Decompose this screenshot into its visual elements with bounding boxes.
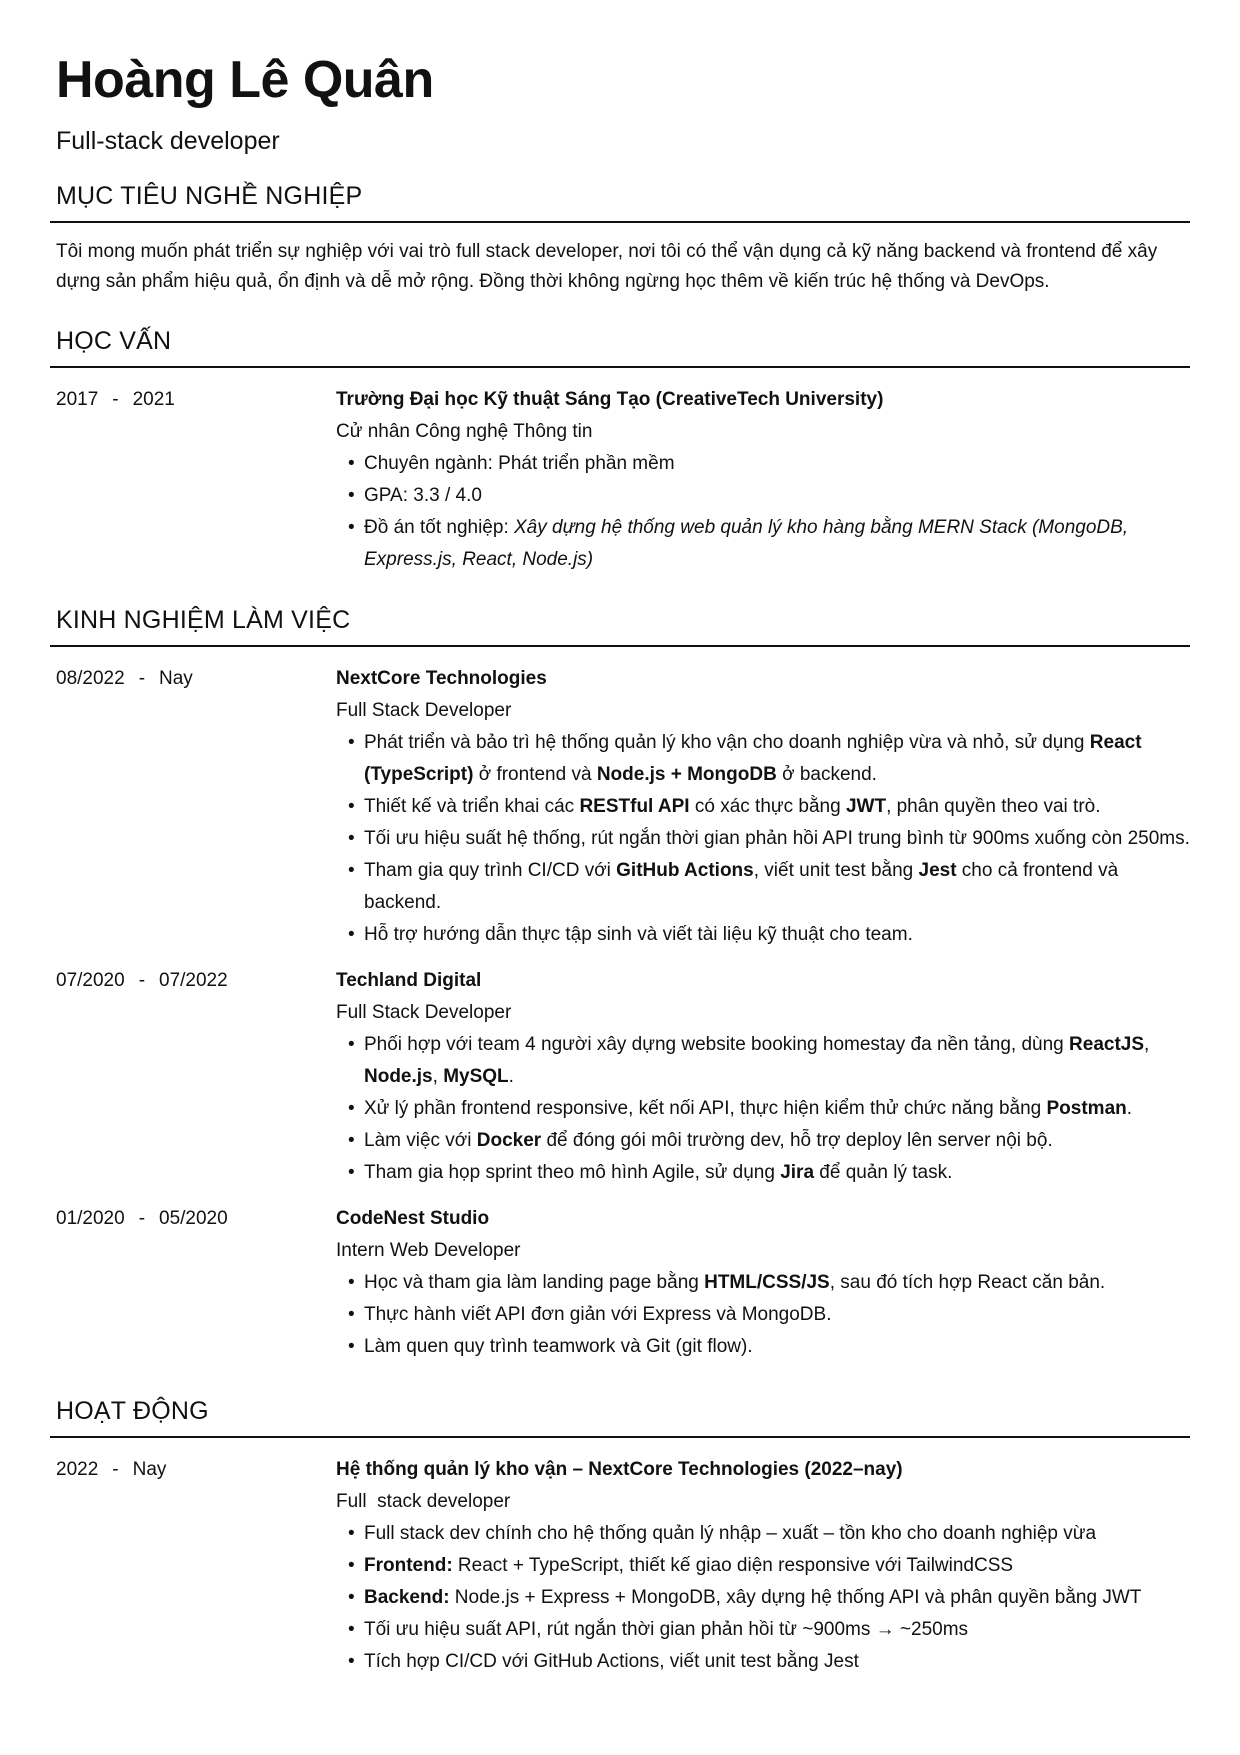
bullet-text: , viết unit test bằng bbox=[753, 860, 919, 881]
date-start: 2022 bbox=[56, 1459, 99, 1480]
bullet-keyword: Frontend: bbox=[364, 1555, 453, 1576]
school-name: Trường Đại học Kỹ thuật Sáng Tạo (CreativeTech University) bbox=[336, 389, 884, 410]
date-end: 2021 bbox=[132, 389, 175, 410]
list-item bbox=[364, 727, 1190, 791]
experience-bullets bbox=[336, 727, 1190, 951]
bullet-keyword: Backend: bbox=[364, 1587, 450, 1608]
section-title-activities: HOẠT ĐỘNG bbox=[56, 1397, 209, 1425]
experience-section bbox=[50, 606, 1190, 1363]
entry-content bbox=[336, 1454, 1190, 1678]
job-title: Full Stack Developer bbox=[336, 700, 512, 721]
bullet-keyword: Node.js bbox=[364, 1066, 433, 1087]
entry-content bbox=[336, 1203, 1190, 1363]
list-item: • Tối ưu hiệu suất API, rút ngắn thời gian phản hồi từ ~900ms → ~250ms bbox=[364, 1614, 1190, 1646]
bullet-text: , phân quyền theo vai trò. bbox=[886, 796, 1101, 817]
bullet-text: có xác thực bằng bbox=[689, 796, 846, 817]
date-separator: - bbox=[138, 970, 146, 991]
list-item bbox=[364, 1125, 1190, 1157]
list-item: • Tối ưu hiệu suất hệ thống, rút ngắn thời gian phản hồi API trung bình từ 900ms xuống còn 250ms. bbox=[364, 823, 1190, 855]
candidate-role: Full-stack developer bbox=[56, 127, 280, 155]
bullet-keyword: React (TypeScript) bbox=[364, 732, 1142, 785]
experience-entry-codenest bbox=[50, 1203, 1190, 1363]
list-item bbox=[364, 855, 1190, 919]
bullet-text: Thiết kế và triển khai các bbox=[364, 796, 580, 817]
bullet-keyword: Postman bbox=[1046, 1098, 1127, 1119]
date-start: 08/2022 bbox=[56, 668, 125, 689]
project-name: Hệ thống quản lý kho vận – NextCore Technologies (2022–nay) bbox=[336, 1459, 903, 1480]
list-item bbox=[364, 1550, 1190, 1582]
date-end: Nay bbox=[132, 1459, 167, 1480]
degree: Cử nhân Công nghệ Thông tin bbox=[336, 421, 593, 442]
list-item: • Thực hành viết API đơn giản với Express và MongoDB. bbox=[364, 1299, 1190, 1331]
list-item bbox=[364, 512, 1190, 576]
date-separator: - bbox=[138, 1208, 146, 1229]
activity-entry bbox=[50, 1454, 1190, 1678]
entry-dates bbox=[50, 1203, 336, 1363]
bullet-text: Phối hợp với team 4 người xây dựng website booking homestay đa nền tảng, dùng bbox=[364, 1034, 1070, 1055]
section-divider bbox=[50, 366, 1190, 368]
bullet-text: ở frontend và bbox=[473, 764, 597, 785]
bullet-text: Tham gia quy trình CI/CD với bbox=[364, 860, 617, 881]
date-separator: - bbox=[138, 668, 146, 689]
job-title: Intern Web Developer bbox=[336, 1240, 521, 1261]
bullet-keyword: Node.js + MongoDB bbox=[596, 764, 777, 785]
bullet-text: React + TypeScript, thiết kế giao diện responsive với TailwindCSS bbox=[452, 1555, 1014, 1576]
list-item: • Full stack dev chính cho hệ thống quản lý nhập – xuất – tồn kho cho doanh nghiệp vừa bbox=[364, 1518, 1190, 1550]
list-item bbox=[364, 1157, 1190, 1189]
section-title-education: HỌC VẤN bbox=[56, 327, 172, 355]
entry-dates bbox=[50, 1454, 336, 1678]
bullet-text: để đóng gói môi trường dev, hỗ trợ deploy lên server nội bộ. bbox=[541, 1130, 1053, 1151]
project-role: Full stack developer bbox=[336, 1491, 511, 1512]
date-start: 01/2020 bbox=[56, 1208, 125, 1229]
bullet-keyword: MySQL bbox=[443, 1066, 509, 1087]
section-divider bbox=[50, 221, 1190, 223]
bullet-text: Làm việc với bbox=[364, 1130, 477, 1151]
list-item bbox=[364, 1267, 1190, 1299]
bullet-keyword: Docker bbox=[476, 1130, 542, 1151]
bullet-text: , bbox=[1144, 1034, 1150, 1055]
bullet-keyword: HTML/CSS/JS bbox=[704, 1272, 830, 1293]
company-name: Techland Digital bbox=[336, 970, 482, 991]
bullet-text: Node.js + Express + MongoDB, xây dựng hệ thống API và phân quyền bằng JWT bbox=[449, 1587, 1142, 1608]
company-name: CodeNest Studio bbox=[336, 1208, 490, 1229]
entry-content bbox=[336, 965, 1190, 1189]
section-divider bbox=[50, 1436, 1190, 1438]
section-title-objective: MỤC TIÊU NGHỀ NGHIỆP bbox=[56, 182, 363, 210]
education-bullets bbox=[336, 448, 1190, 576]
company-name: NextCore Technologies bbox=[336, 668, 547, 689]
date-end: Nay bbox=[159, 668, 193, 689]
candidate-name: Hoàng Lê Quân bbox=[56, 51, 434, 109]
section-title-experience: KINH NGHIỆM LÀM VIỆC bbox=[56, 606, 351, 634]
activity-bullets bbox=[336, 1518, 1190, 1678]
list-item: • Chuyên ngành: Phát triển phần mềm bbox=[364, 448, 1190, 480]
list-item bbox=[364, 1582, 1190, 1614]
date-separator: - bbox=[112, 389, 119, 410]
experience-bullets bbox=[336, 1267, 1190, 1363]
bullet-text: Phát triển và bảo trì hệ thống quản lý kho vận cho doanh nghiệp vừa và nhỏ, sử dụng bbox=[364, 732, 1090, 753]
bullet-keyword: JWT bbox=[845, 796, 887, 817]
thesis-title: Xây dựng hệ thống web quản lý kho hàng bằng MERN Stack (MongoDB, Express.js, React, Node.js) bbox=[364, 517, 1129, 570]
bullet-text: ở backend. bbox=[776, 764, 877, 785]
bullet-text: , bbox=[432, 1066, 444, 1087]
thesis-label: Đồ án tốt nghiệp: bbox=[364, 517, 514, 538]
date-start: 2017 bbox=[56, 389, 99, 410]
bullet-keyword: Jest bbox=[918, 860, 957, 881]
bullet-text: cho cả frontend và backend. bbox=[364, 860, 1119, 913]
date-end: 05/2020 bbox=[159, 1208, 228, 1229]
education-entry bbox=[50, 384, 1190, 576]
objective-section bbox=[50, 182, 1190, 297]
bullet-text: để quản lý task. bbox=[814, 1162, 953, 1183]
list-item: • Làm quen quy trình teamwork và Git (git flow). bbox=[364, 1331, 1190, 1363]
entry-dates bbox=[50, 965, 336, 1189]
bullet-text: , sau đó tích hợp React căn bản. bbox=[829, 1272, 1106, 1293]
objective-text: Tôi mong muốn phát triển sự nghiệp với vai trò full stack developer, nơi tôi có thể vận dụng cả kỹ năng backend và frontend để xây dựng sản phẩm hiệu quả, ổn định và dễ mở rộng. Đồng thời không ngừng học thêm về kiến trúc hệ thống và DevOps. bbox=[56, 241, 1158, 292]
bullet-keyword: Jira bbox=[780, 1162, 815, 1183]
bullet-text: . bbox=[1126, 1098, 1133, 1119]
experience-entry-nextcore bbox=[50, 663, 1190, 951]
list-item: • GPA: 3.3 / 4.0 bbox=[364, 480, 1190, 512]
entry-dates bbox=[50, 384, 336, 576]
bullet-text: Tham gia họp sprint theo mô hình Agile, sử dụng bbox=[364, 1162, 781, 1183]
education-section bbox=[50, 327, 1190, 576]
bullet-keyword: RESTful API bbox=[579, 796, 690, 817]
experience-bullets bbox=[336, 1029, 1190, 1189]
list-item bbox=[364, 1029, 1190, 1093]
section-divider bbox=[50, 645, 1190, 647]
experience-entry-techland bbox=[50, 965, 1190, 1189]
list-item: • Tích hợp CI/CD với GitHub Actions, viết unit test bằng Jest bbox=[364, 1646, 1190, 1678]
list-item bbox=[364, 791, 1190, 823]
list-item bbox=[364, 1093, 1190, 1125]
date-end: 07/2022 bbox=[159, 970, 228, 991]
entry-content bbox=[336, 384, 1190, 576]
bullet-keyword: ReactJS bbox=[1069, 1034, 1145, 1055]
date-separator: - bbox=[112, 1459, 119, 1480]
bullet-text: Học và tham gia làm landing page bằng bbox=[364, 1272, 705, 1293]
activities-section bbox=[50, 1397, 1190, 1678]
bullet-keyword: GitHub Actions bbox=[616, 860, 754, 881]
entry-content bbox=[336, 663, 1190, 951]
list-item: • Hỗ trợ hướng dẫn thực tập sinh và viết tài liệu kỹ thuật cho team. bbox=[364, 919, 1190, 951]
bullet-text: Xử lý phần frontend responsive, kết nối API, thực hiện kiểm thử chức năng bằng bbox=[364, 1098, 1047, 1119]
entry-dates bbox=[50, 663, 336, 951]
date-start: 07/2020 bbox=[56, 970, 125, 991]
job-title: Full Stack Developer bbox=[336, 1002, 512, 1023]
bullet-text: . bbox=[508, 1066, 514, 1087]
